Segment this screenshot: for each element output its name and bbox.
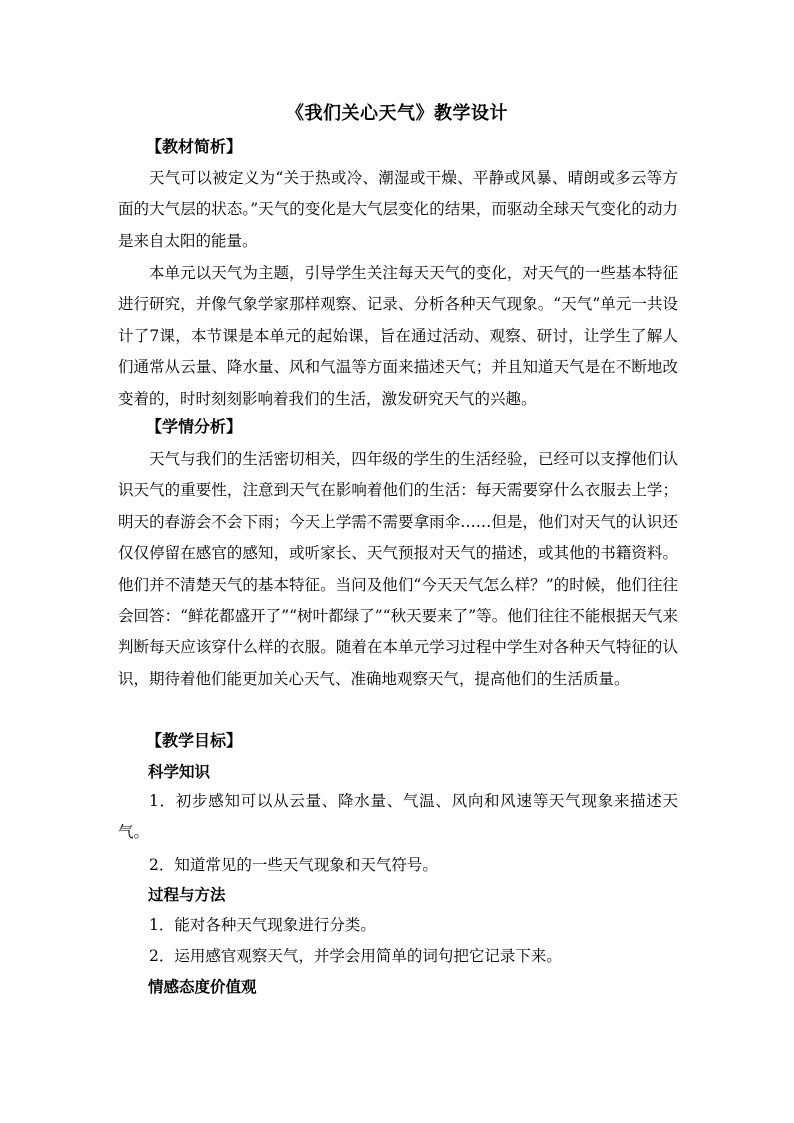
paragraph-materials-2: 本单元以天气为主题，引导学生关注每天天气的变化，对天气的一些基本特征进行研究，并像气象学家那样观察、记录、分析各种天气现象。“天气”单元一共设计了7课，本节课是本单元的起始课，旨在通过活动、观察、研讨，让学生了解人们通常从云量、降水量、风和气温等方面来描述天气；并且知道天气是在不断地改变着的，时时刻刻影响着我们的生活，激发研究天气的兴趣。 <box>118 264 678 408</box>
document-title: 《我们关心天气》教学设计 <box>286 103 508 124</box>
section-heading-materials: 【教材简析】 <box>146 137 243 156</box>
section-heading-goals: 【教学目标】 <box>146 731 243 750</box>
knowledge-item-1: 1．初步感知可以从云量、降水量、气温、风向和风速等天气现象来描述天气。 <box>118 792 678 842</box>
paragraph-students-1: 天气与我们的生活密切相关，四年级的学生的生活经验，已经可以支撑他们认识天气的重要性，注意到天气在影响着他们的生活：每天需要穿什么衣服去上学；明天的春游会不会下雨；今天上学需不需要拿雨伞……但是，他们对天气的认识还仅仅停留在感官的感知，或听家长、天气预报对天气的描述，或其他的书籍资料。他们并不清楚天气的基本特征。当问及他们“今天天气怎么样？”的时候，他们往往会回答：“鲜花都盛开了”“树叶都绿了”“秋天要来了”等。他们往往不能根据天气来判断每天应该穿什么样的衣服。随着在本单元学习过程中学生对各种天气特征的认识，期待着他们能更加关心天气、准确地观察天气，提高他们的生活质量。 <box>118 450 678 688</box>
paragraph-materials-1: 天气可以被定义为“关于热或冷、潮湿或干燥、平静或风暴、晴朗或多云等方面的大气层的状态。”天气的变化是大气层变化的结果，而驱动全球天气变化的动力是来自太阳的能量。 <box>118 169 678 250</box>
knowledge-item-2: 2．知道常见的一些天气现象和天气符号。 <box>149 856 438 874</box>
process-item-1: 1．能对各种天气现象进行分类。 <box>149 916 376 934</box>
process-item-2: 2．运用感官观察天气，并学会用简单的词句把它记录下来。 <box>149 947 562 965</box>
subheading-process: 过程与方法 <box>148 885 226 904</box>
subheading-knowledge: 科学知识 <box>148 762 211 781</box>
subheading-attitude: 情感态度价值观 <box>148 977 257 996</box>
section-heading-students: 【学情分析】 <box>146 417 243 436</box>
